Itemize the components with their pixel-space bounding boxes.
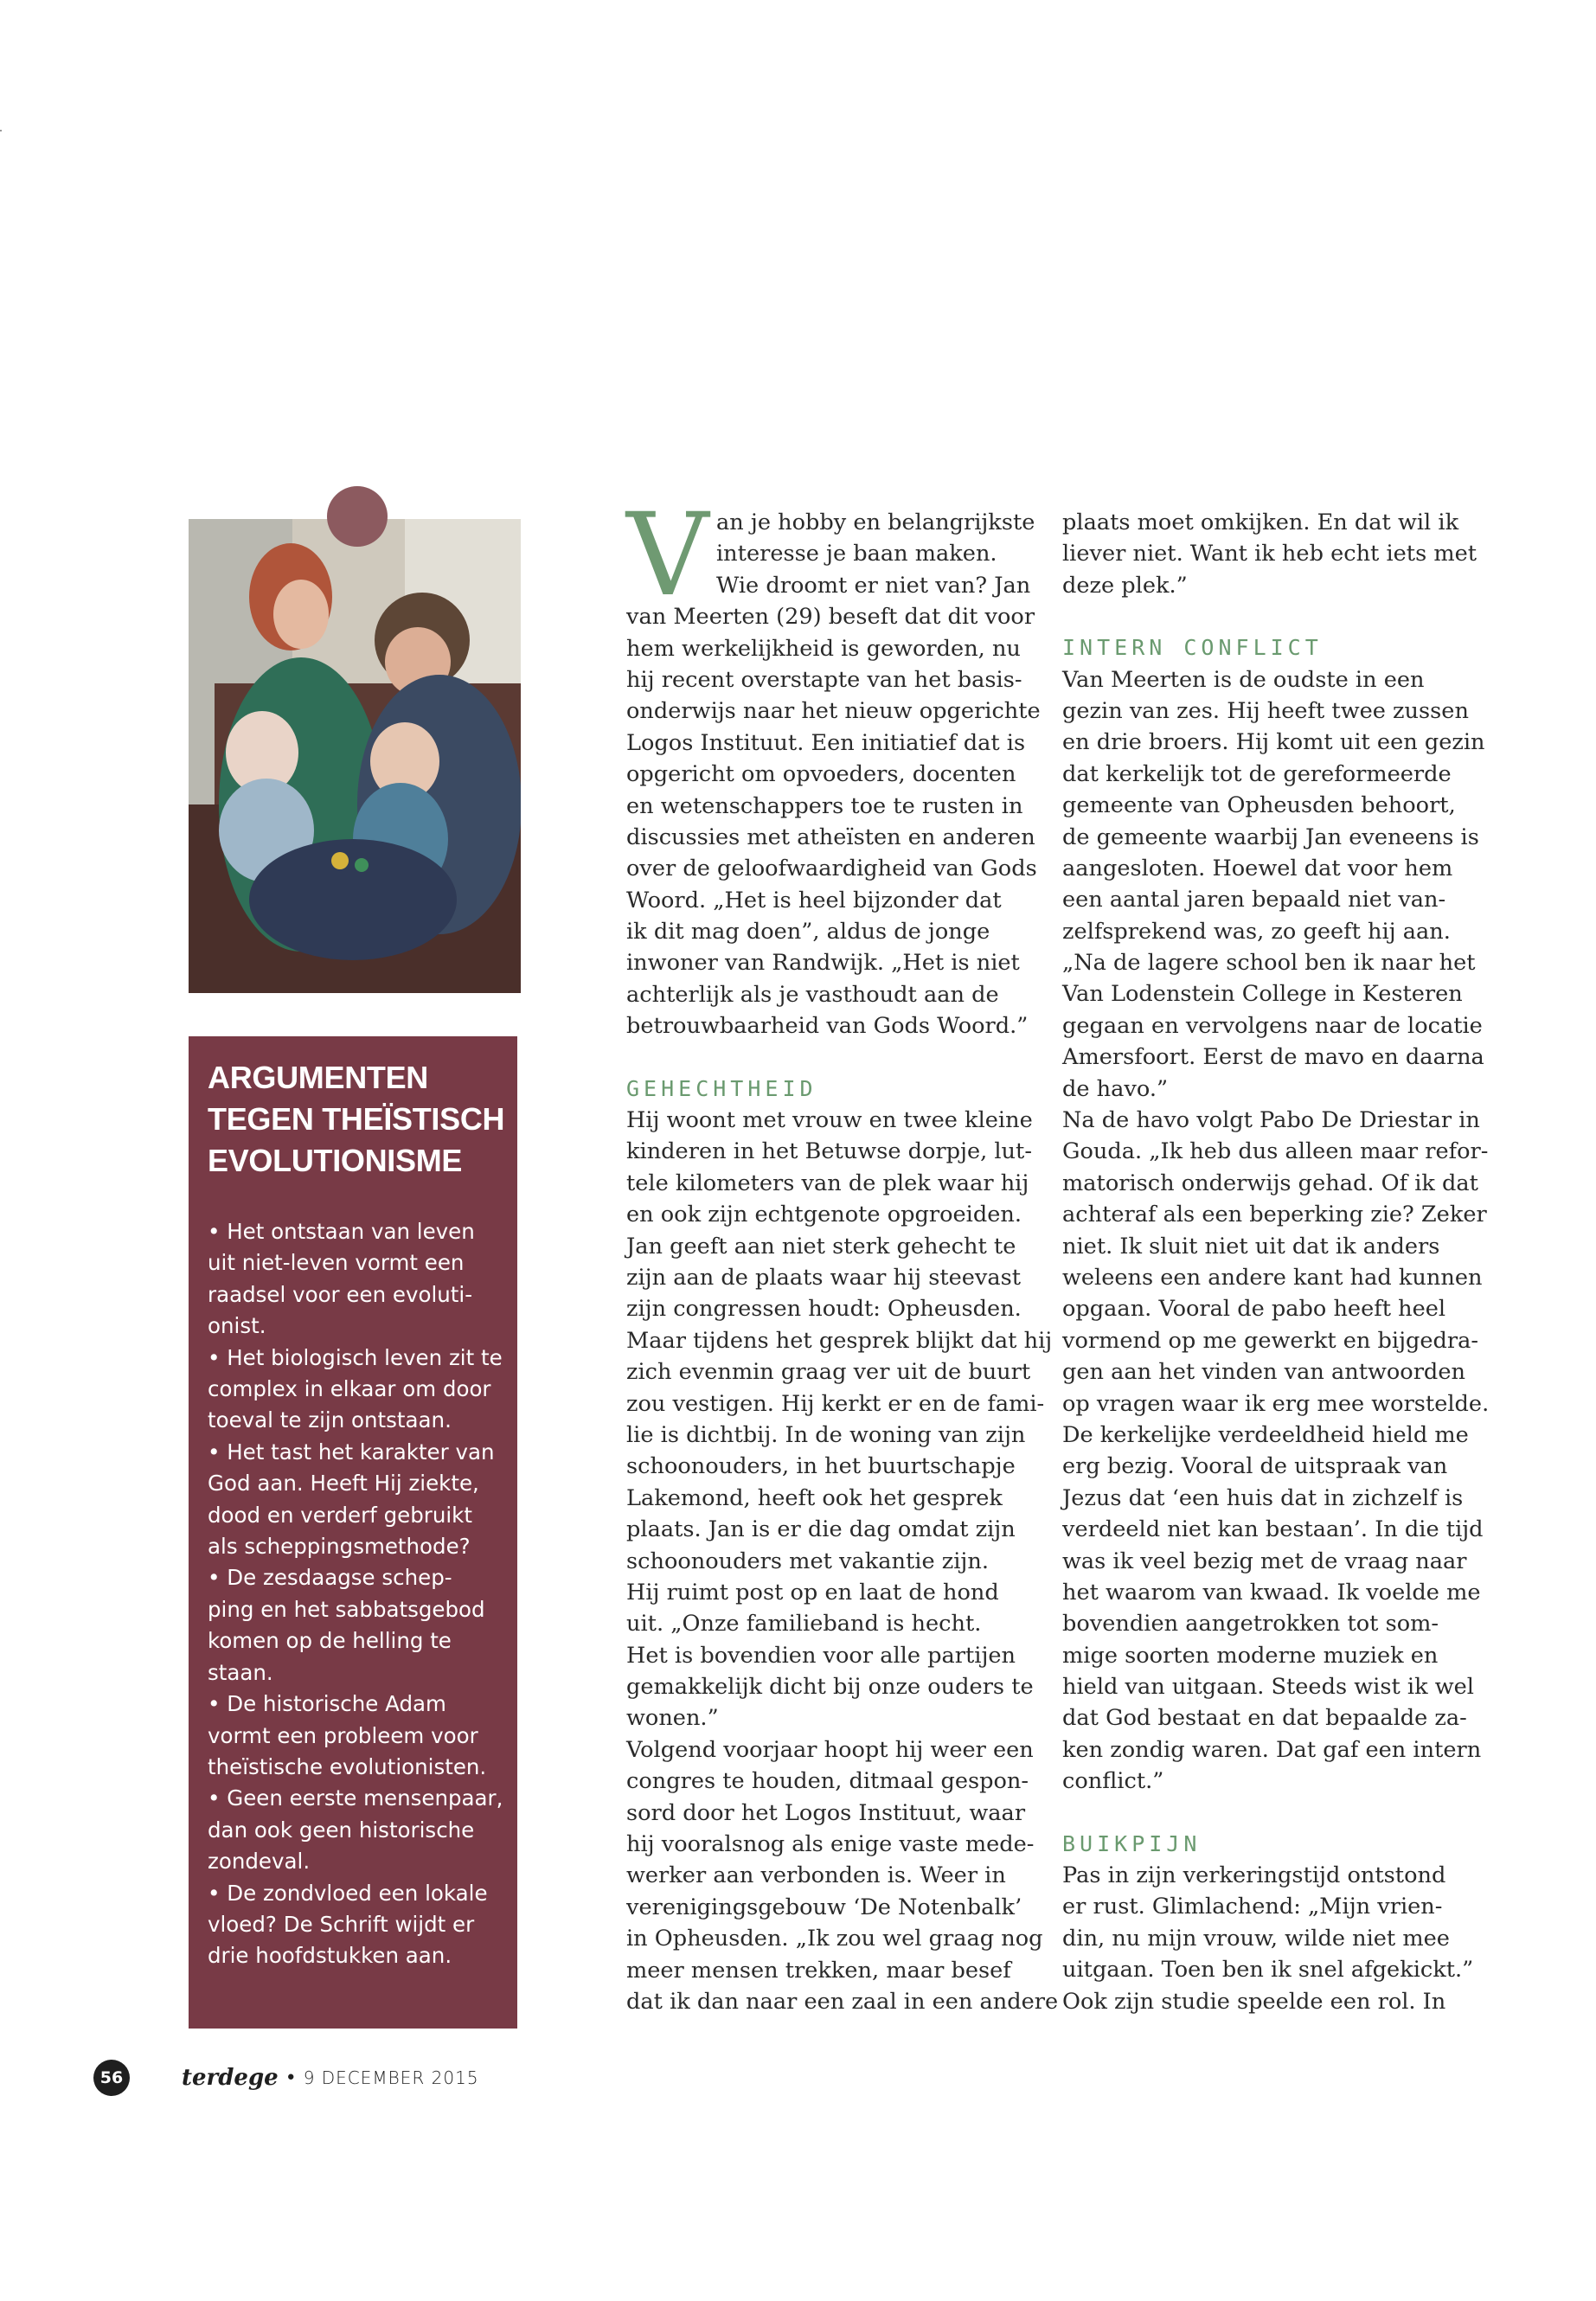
- text-line: verdeeld niet kan bestaan’. In die tijd: [1062, 1516, 1484, 1543]
- scan-mark: [0, 130, 2, 131]
- family-photo: [189, 519, 521, 993]
- text-line: werker aan verbonden is. Weer in: [626, 1862, 1006, 1889]
- text-line: Pas in zijn verkeringstijd ontstond: [1062, 1862, 1446, 1889]
- drop-cap: V: [626, 489, 709, 622]
- text-line: Jan geeft aan niet sterk gehecht te: [626, 1233, 1016, 1259]
- text-line: achteraf als een beperking zie? Zeker: [1062, 1202, 1487, 1228]
- article-column-1: [626, 507, 1059, 2017]
- text-line: en drie broers. Hij komt uit een gezin: [1062, 729, 1485, 756]
- text-line: din, nu mijn vrouw, wilde niet mee: [1062, 1925, 1450, 1952]
- footer-separator: •: [285, 2067, 297, 2089]
- article-body: [1062, 664, 1490, 1798]
- page-number: 56: [93, 2060, 130, 2096]
- text-line: uitgaan. Toen ben ik snel afgekickt.”: [1062, 1957, 1474, 1984]
- sidebar-list-item: • Geen eerste mensenpaar, dan ook geen historische zondeval.: [208, 1785, 503, 1875]
- text-line: dat ik dan naar een zaal in een andere: [626, 1988, 1059, 2015]
- text-line: en ook zijn echtgenote opgroeiden.: [626, 1202, 1022, 1228]
- sidebar-list-item: • De historische Adam vormt een probleem voor theïstische evolutionisten.: [208, 1691, 487, 1779]
- text-line: zijn congressen houdt: Opheusden.: [626, 1296, 1022, 1323]
- text-line: wonen.”: [626, 1705, 719, 1732]
- sidebar-list-item: • De zondvloed een lokale vloed? De Schrift wijdt er drie hoofdstukken aan.: [208, 1880, 488, 1969]
- text-line: inwoner van Randwijk. „Het is niet: [626, 950, 1020, 977]
- section-heading: BUIKPIJN: [1062, 1830, 1202, 1856]
- text-line: hij vooralsnog als enige vaste mede-: [626, 1831, 1035, 1858]
- text-line: Ook zijn studie speelde een rol. In: [1062, 1988, 1446, 2015]
- article-intro: [1062, 507, 1477, 601]
- text-line: Maar tijdens het gesprek blijkt dat hij: [626, 1327, 1053, 1354]
- decorative-dot: [327, 486, 388, 547]
- text-line: dat God bestaat en dat bepaalde za-: [1062, 1705, 1467, 1732]
- text-line: een aantal jaren bepaald niet van-: [1062, 887, 1446, 913]
- text-line: „Na de lagere school ben ik naar het: [1062, 950, 1476, 977]
- text-line: Van Lodenstein College in Kesteren: [1062, 981, 1463, 1008]
- text-line: hij recent overstapte van het basis-: [626, 666, 1022, 693]
- text-line: vormend op me gewerkt en bijgedra-: [1062, 1327, 1479, 1354]
- text-line: opgaan. Vooral de pabo heeft heel: [1062, 1296, 1446, 1323]
- text-line: gemakkelijk dicht bij onze ouders te: [626, 1674, 1034, 1701]
- sidebar-title-line: ARGUMENTEN: [208, 1060, 428, 1095]
- text-line: het waarom van kwaad. Ik voelde me: [1062, 1579, 1481, 1606]
- text-line: op vragen waar ik erg mee worstelde.: [1062, 1390, 1490, 1417]
- text-line: sord door het Logos Instituut, waar: [626, 1799, 1026, 1826]
- article-body: [626, 1105, 1059, 2017]
- text-line: zelfsprekend was, zo geeft hij aan.: [1062, 918, 1451, 945]
- text-line: ik dit mag doen”, aldus de jonge: [626, 919, 990, 945]
- text-line: hield van uitgaan. Steeds wist ik wel: [1062, 1674, 1474, 1701]
- text-line: meer mensen trekken, maar besef: [626, 1957, 1011, 1984]
- text-line: en wetenschappers toe te rusten in: [626, 792, 1023, 819]
- text-line: Hij ruimt post op en laat de hond: [626, 1579, 999, 1606]
- text-line: over de geloofwaardigheid van Gods: [626, 856, 1037, 882]
- text-line: van Meerten (29) beseft dat dit voor: [626, 604, 1035, 631]
- text-line: betrouwbaarheid van Gods Woord.”: [626, 1013, 1029, 1040]
- text-line: De kerkelijke verdeeldheid hield me: [1062, 1421, 1469, 1448]
- text-line: ken zondig waren. Dat gaf een intern: [1062, 1736, 1482, 1763]
- text-line: was ik veel bezig met de vraag naar: [1062, 1548, 1467, 1574]
- text-line: lie is dichtbij. In de woning van zijn: [626, 1421, 1026, 1448]
- text-line: gegaan en vervolgens naar de locatie: [1062, 1012, 1483, 1039]
- issue-date: 9 DECEMBER 2015: [303, 2067, 479, 2088]
- text-line: plaats moet omkijken. En dat wil ik: [1062, 510, 1459, 535]
- text-line: Volgend voorjaar hoopt hij weer een: [626, 1736, 1034, 1763]
- text-line: hem werkelijkheid is geworden, nu: [626, 635, 1021, 662]
- text-line: matorisch onderwijs gehad. Of ik dat: [1062, 1170, 1478, 1196]
- text-line: deze plek.”: [1062, 572, 1188, 599]
- text-line: Het is bovendien voor alle partijen: [626, 1642, 1016, 1669]
- article-body: [1062, 1860, 1474, 2017]
- magazine-logo: terdege: [182, 2065, 279, 2091]
- text-line: kinderen in het Betuwse dorpje, lut-: [626, 1138, 1032, 1165]
- sidebar-title-line: EVOLUTIONISME: [208, 1143, 463, 1178]
- text-line: gen aan het vinden van antwoorden: [1062, 1359, 1465, 1386]
- text-line: achterlijk als je vasthoudt aan de: [626, 981, 999, 1008]
- sidebar-box: [189, 1036, 517, 2029]
- text-line: Na de havo volgt Pabo De Driestar in: [1062, 1107, 1480, 1134]
- text-line: erg bezig. Vooral de uitspraak van: [1062, 1453, 1448, 1480]
- text-line: Woord. „Het is heel bijzonder dat: [626, 887, 1002, 913]
- sidebar-list-item: • Het ontstaan van leven uit niet-leven vormt een raadsel voor een evoluti- onist.: [208, 1219, 475, 1339]
- text-line: Logos Instituut. Een initiatief dat is: [626, 729, 1026, 756]
- text-line: mige soorten moderne muziek en: [1062, 1642, 1439, 1669]
- text-line: verenigingsgebouw ‘De Notenbalk’: [626, 1894, 1022, 1920]
- sidebar-list-item: • De zesdaagse schep- ping en het sabbatsgebod komen op de helling te staan.: [208, 1565, 485, 1685]
- text-line: Jezus dat ‘een huis dat in zichzelf is: [1062, 1484, 1464, 1511]
- sidebar-list-item: • Het biologisch leven zit te complex in elkaar om door toeval te zijn ontstaan.: [208, 1344, 503, 1433]
- text-line: de gemeente waarbij Jan eveneens is: [1062, 824, 1479, 850]
- text-line: aangesloten. Hoewel dat voor hem: [1062, 855, 1453, 881]
- text-line: tele kilometers van de plek waar hij: [626, 1170, 1029, 1196]
- text-line: Wie droomt er niet van? Jan: [716, 572, 1031, 599]
- page-footer: [93, 2059, 479, 2097]
- section-heading: INTERN CONFLICT: [1062, 635, 1323, 661]
- text-line: conflict.”: [1062, 1768, 1164, 1795]
- text-line: gezin van zes. Hij heeft twee zussen: [1062, 697, 1469, 724]
- text-line: Amersfoort. Eerst de mavo en daarna: [1062, 1044, 1484, 1071]
- text-line: congres te houden, ditmaal gespon-: [626, 1768, 1029, 1795]
- text-line: dat kerkelijk tot de gereformeerde: [1062, 760, 1452, 787]
- text-line: de havo.”: [1062, 1075, 1169, 1102]
- text-line: weleens een andere kant had kunnen: [1062, 1264, 1483, 1291]
- text-line: onderwijs naar het nieuw opgerichte: [626, 698, 1041, 725]
- article-intro: [626, 507, 1041, 1042]
- text-line: niet. Ik sluit niet uit dat ik anders: [1062, 1233, 1440, 1259]
- sidebar-title-line: TEGEN THEÏSTISCH: [208, 1101, 505, 1137]
- sidebar-title: [208, 1057, 505, 1182]
- text-line: schoonouders met vakantie zijn.: [626, 1548, 989, 1574]
- text-line: uit. „Onze familieband is hecht.: [626, 1611, 982, 1638]
- section-heading: GEHECHTHEID: [626, 1075, 817, 1101]
- sidebar-list-item: • Het tast het karakter van God aan. Heeft Hij ziekte, dood en verderf gebruikt als scheppingsmethode?: [208, 1439, 495, 1560]
- text-line: liever niet. Want ik heb echt iets met: [1062, 541, 1477, 567]
- text-line: Lakemond, heeft ook het gesprek: [626, 1484, 1003, 1511]
- text-line: an je hobby en belangrijkste: [716, 510, 1035, 535]
- text-line: zou vestigen. Hij kerkt er en de fami-: [626, 1390, 1045, 1417]
- text-line: zijn aan de plaats waar hij steevast: [626, 1264, 1022, 1291]
- text-line: Hij woont met vrouw en twee kleine: [626, 1107, 1033, 1134]
- text-line: discussies met atheïsten en anderen: [626, 824, 1035, 850]
- text-line: gemeente van Opheusden behoort,: [1062, 792, 1456, 819]
- text-line: in Opheusden. „Ik zou wel graag nog: [626, 1926, 1043, 1952]
- text-line: opgericht om opvoeders, docenten: [626, 761, 1016, 788]
- text-line: zich evenmin graag ver uit de buurt: [626, 1359, 1031, 1386]
- text-line: schoonouders, in het buurtschapje: [626, 1453, 1016, 1480]
- text-line: bovendien aangetrokken tot som-: [1062, 1611, 1439, 1638]
- text-line: Gouda. „Ik heb dus alleen maar refor-: [1062, 1138, 1489, 1165]
- sidebar-list: [208, 1216, 505, 1972]
- text-line: plaats. Jan is er die dag omdat zijn: [626, 1516, 1016, 1543]
- text-line: Van Meerten is de oudste in een: [1062, 666, 1425, 693]
- article-column-2: [1062, 507, 1490, 2017]
- text-line: interesse je baan maken.: [716, 541, 997, 567]
- text-line: er rust. Glimlachend: „Mijn vrien-: [1062, 1894, 1443, 1920]
